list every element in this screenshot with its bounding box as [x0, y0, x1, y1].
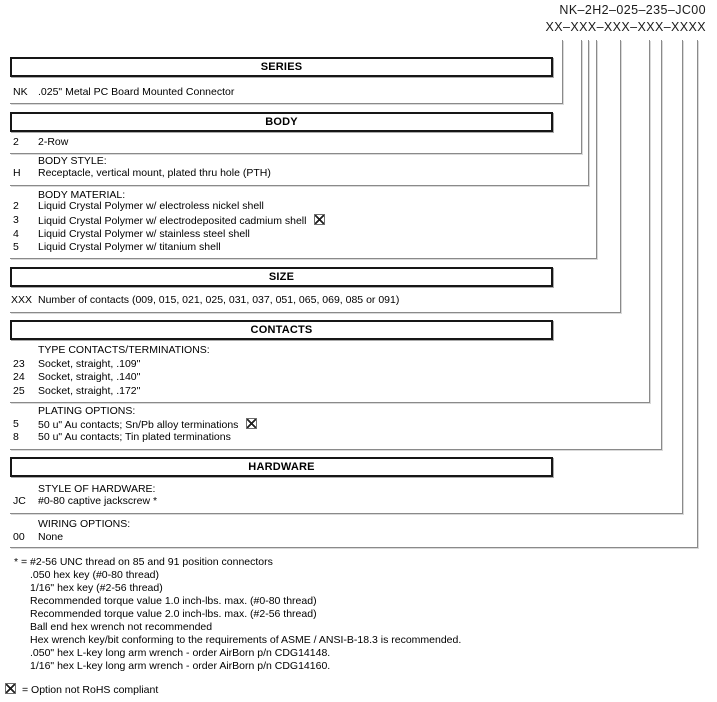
body-row-code: 2 — [13, 136, 19, 148]
part-number-mask: XX–XXX–XXX–XXX–XXXX — [545, 20, 706, 34]
wiring-label: WIRING OPTIONS: — [38, 518, 131, 530]
footnote-line-5: Recommended torque value 2.0 inch-lbs. max. (#2-56 thread) — [30, 608, 317, 620]
contact-type-code-25: 25 — [13, 385, 25, 397]
series-code: NK — [13, 86, 28, 98]
size-header: SIZE — [10, 267, 553, 287]
wiring-code: 00 — [13, 531, 25, 543]
body-material-desc-2: Liquid Crystal Polymer w/ electroless nickel shell — [38, 200, 264, 212]
footnote-line-8: .050" hex L-key long arm wrench - order AirBorn p/n CDG14148. — [30, 647, 331, 659]
plating-desc-5 — [38, 418, 257, 431]
footnote-line-7: Hex wrench key/bit conforming to the requirements of ASME / ANSI-B-18.3 is recommended. — [30, 634, 462, 646]
plating-desc-8: 50 u" Au contacts; Tin plated terminations — [38, 431, 231, 443]
plating-code-8: 8 — [13, 431, 19, 443]
body-header: BODY — [10, 112, 553, 132]
not-rohs-icon — [314, 214, 325, 225]
contact-type-code-24: 24 — [13, 371, 25, 383]
body-material-desc-3-text: Liquid Crystal Polymer w/ electrodeposited cadmium shell — [38, 215, 307, 227]
body-row-desc: 2-Row — [38, 136, 69, 148]
footnote-line-3: 1/16" hex key (#2-56 thread) — [30, 582, 163, 594]
plating-desc-5-text: 50 u" Au contacts; Sn/Pb alloy terminations — [38, 419, 239, 431]
not-rohs-icon — [246, 418, 257, 429]
body-style-label: BODY STYLE: — [38, 155, 107, 167]
body-style-code: H — [13, 167, 21, 179]
contact-type-code-23: 23 — [13, 358, 25, 370]
size-code: XXX — [11, 294, 33, 306]
body-material-desc-4: Liquid Crystal Polymer w/ stainless steel shell — [38, 228, 250, 240]
footnote-line-2: .050 hex key (#0-80 thread) — [30, 569, 159, 581]
hw-style-label: STYLE OF HARDWARE: — [38, 483, 156, 495]
body-material-code-2: 2 — [13, 200, 19, 212]
series-desc: .025" Metal PC Board Mounted Connector — [38, 86, 235, 98]
series-header: SERIES — [10, 57, 553, 77]
body-material-code-5: 5 — [13, 241, 19, 253]
footnote-line-6: Ball end hex wrench not recommended — [30, 621, 213, 633]
rohs-legend — [5, 683, 158, 696]
plating-label: PLATING OPTIONS: — [38, 405, 136, 417]
example-part-number: NK–2H2–025–235–JC00 — [559, 3, 706, 17]
contact-type-label: TYPE CONTACTS/TERMINATIONS: — [38, 344, 210, 356]
rohs-legend-text: = Option not RoHS compliant — [22, 684, 159, 696]
wiring-desc: None — [38, 531, 64, 543]
body-material-code-3: 3 — [13, 214, 19, 226]
footnote-line-9: 1/16" hex L-key long arm wrench - order AirBorn p/n CDG14160. — [30, 660, 331, 672]
body-material-code-4: 4 — [13, 228, 19, 240]
not-rohs-icon — [5, 683, 16, 694]
footnote-line-1: * = #2-56 UNC thread on 85 and 91 position connectors — [14, 556, 273, 568]
body-material-desc-3 — [38, 214, 325, 227]
contact-type-desc-25: Socket, straight, .172" — [38, 385, 141, 397]
body-material-desc-5: Liquid Crystal Polymer w/ titanium shell — [38, 241, 221, 253]
hardware-header: HARDWARE — [10, 457, 553, 477]
hw-style-code: JC — [13, 495, 26, 507]
contacts-header: CONTACTS — [10, 320, 553, 340]
size-desc: Number of contacts (009, 015, 021, 025, 031, 037, 051, 065, 069, 085 or 091) — [38, 294, 400, 306]
hw-style-desc: #0-80 captive jackscrew * — [38, 495, 158, 507]
plating-code-5: 5 — [13, 418, 19, 430]
contact-type-desc-24: Socket, straight, .140" — [38, 371, 141, 383]
footnote-line-4: Recommended torque value 1.0 inch-lbs. max. (#0-80 thread) — [30, 595, 317, 607]
body-material-label: BODY MATERIAL: — [38, 189, 126, 201]
contact-type-desc-23: Socket, straight, .109" — [38, 358, 141, 370]
body-style-desc: Receptacle, vertical mount, plated thru hole (PTH) — [38, 167, 271, 179]
